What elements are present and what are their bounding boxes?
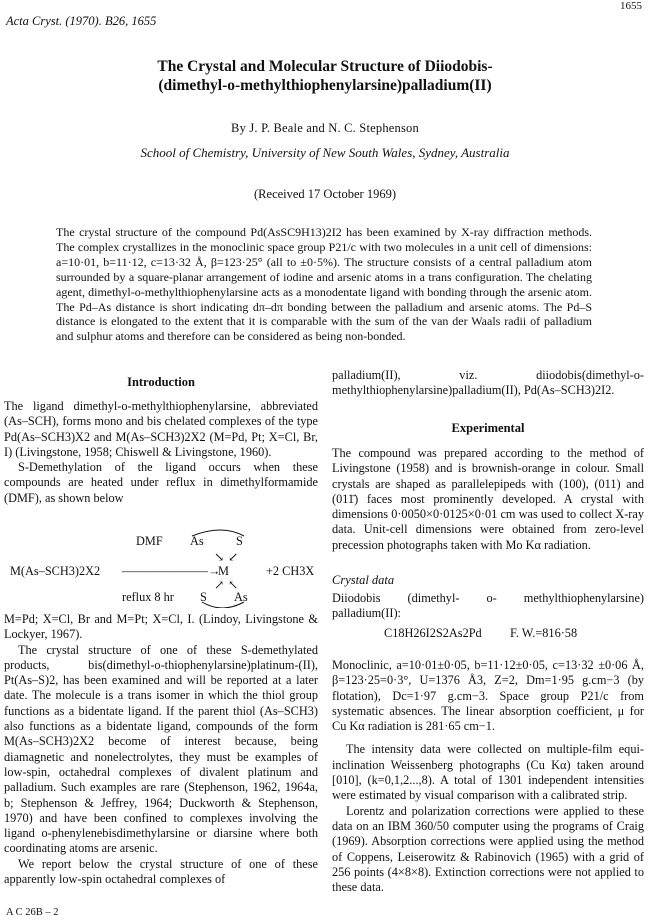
page-number: 1655: [620, 0, 642, 12]
crystal-data-intro: [332, 591, 644, 622]
experimental-paragraph-1: The compound was prepared according to the method of Livingstone (1958) and is brownish-orange in colour. Small crystals are shaped as parallelepipeds with (100), (011) and (011̄) faces most prominently developed. A crystal with dimensions 0·0050×0·0125×0·01 cm was used to collect X-ray data. Unit-cell dimensions were obtained from zero-level precession photographs taken with Mo Kα radiation.: [332, 446, 644, 552]
scheme-bond-bl: ↗: [214, 578, 225, 592]
intro-section-b: [4, 612, 318, 887]
authors: By J. P. Beale and N. C. Stephenson: [231, 121, 419, 135]
data-paragraph-1: The intensity data were collected on multiple-film equi-inclination Weissenberg photographs (Cu Kα) taken around [010], (k=0,1,2...,8). A total of 1301 independent intensities were estimated by visual comparison with a calibrated strip.: [332, 742, 644, 803]
scheme-bond-br: ↖: [228, 578, 239, 592]
abstract: The crystal structure of the compound Pd(AsSC9H13)2I2 has been examined by X-ray diffraction methods. The complex crystallizes in the monoclinic space group P21/c with two molecules in a unit cell of dimensions: a=10·01, b=11·12, c=13·32 Å, β=123·25° (all to ±0·5%). The structure consists of a central palladium atom surrounded by a square-planar arrangement of iodine and arsenic atoms in a trans configuration. The chelating agent, dimethyl-o-methylthiophenylarsine acts as a monodentate ligand with bonding through the arsenic atom. The Pd–As distance is short indicating dπ–dπ bonding between the palladium and arsenic atoms. The Pd–S distance is elongated to the extent that it is comparable with the sum of the van der Waals radii of palladium and sulphur atoms and therefore can be considered as being non-bonded.: [56, 225, 592, 344]
scheme-bond-tl: ↘: [214, 550, 225, 564]
scheme-ring-arc: [4, 528, 324, 608]
scheme-as-top: As: [190, 534, 204, 548]
crystal-data-paragraph-2: Monoclinic, a=10·01±0·05, b=11·12±0·05, c=13·32 ±0·06 Å, β=123·25=0·3°, U=1376 Å3, Z=2, Dm=1·95 g.cm−3 (by flotation), Dc=1·97 g.cm−3. Space group P21/c from systematic absences. The linear absorption coefficient, μ for Cu Kα radiation is 281·65 cm−1.: [332, 658, 644, 734]
experimental-heading: Experimental: [451, 421, 525, 435]
data-paragraph-2: Lorentz and polarization corrections were applied to these data on an IBM 360/50 computer using the programs of Craig (1969). Absorption corrections were applied using the method of Coppens, Leiserowitz & Rabinovich (1965) with a grid of 256 points (4×8×8). Extinction corrections were not applied to these data.: [332, 803, 644, 895]
scheme-top-label: DMF: [136, 534, 163, 548]
reaction-scheme: [4, 528, 324, 608]
scheme-bond-tr: ↙: [228, 550, 239, 564]
affiliation: School of Chemistry, University of New South Wales, Sydney, Australia: [140, 145, 510, 160]
journal-reference: Acta Cryst. (1970). B26, 1655: [6, 14, 157, 28]
scheme-s-bottom: S: [200, 590, 207, 604]
scheme-arrow: ———————→: [122, 564, 221, 578]
intro-paragraph-3: M=Pd; X=Cl, Br and M=Pt; X=Cl, I. (Lindoy, Livingstone & Lockyer, 1967).: [4, 612, 318, 642]
scheme-as-bottom: As: [234, 590, 248, 604]
intro-section-a: [4, 399, 318, 506]
scheme-product: +2 CH3X: [266, 564, 315, 578]
paper-title: [0, 57, 650, 95]
crystal-data-section: [332, 658, 644, 895]
intro-heading: Introduction: [127, 375, 195, 389]
crystal-data-heading: Crystal data: [332, 573, 395, 587]
right-paragraph-0: palladium(II), viz. diiodobis(dimethyl-o-methylthiophenylarsine)palladium(II), Pd(As–SCH3)2I2.: [332, 368, 644, 398]
intro-paragraph-4: The crystal structure of one of these S-demethylated products, bis(dimethyl-o-thiophenylarsine)platinum-(II), Pt(As–S)2, has been examined and will be reported at a later date. The molecule is a trans isomer in which the thiol group functions as a bidentate ligand. If the parent thiol (As–SCH3) also functions as a bidentate ligand, compounds of the form M(As–SCH3)2X2 become of interest because, being diamagnetic and nonelectrolytes, they must be examples of low-spin, octahedral complexes of divalent platinum and palladium. Such examples are rare (Stephenson, 1962, 1964a, b; Stephenson & Jeffrey, 1964; Duckworth & Stephenson, 1970) and have been confined to complexes involving the ligand o-phenylenebisdimethylarsine or diarsine where both coordinating atoms are arsenic.: [4, 642, 318, 856]
scheme-bottom-label: reflux 8 hr: [122, 590, 174, 604]
scheme-metal: M: [218, 564, 229, 578]
received-date: (Received 17 October 1969): [254, 187, 396, 201]
intro-paragraph-5: We report below the crystal structure of one of these apparently low-spin octahedral complexes of: [4, 856, 318, 887]
formula-weight: F. W.=816·58: [510, 626, 578, 640]
title-line-1: The Crystal and Molecular Structure of Diiodobis-: [157, 58, 493, 75]
scheme-reactant: M(As–SCH3)2X2: [10, 564, 101, 578]
title-line-2: (dimethyl-o-methylthiophenylarsine)palladium(II): [158, 77, 492, 94]
intro-paragraph-1: The ligand dimethyl-o-methylthiophenylarsine, abbreviated (As–SCH), forms mono and bis chelated complexes of the type Pd(As–SCH3)X2 and M(As–SCH3)2X2 (M=Pd, Pt; X=Cl, Br, I) (Livingstone, 1958; Chiswell & Livingstone, 1960).: [4, 399, 318, 459]
right-section-a: [332, 368, 644, 399]
intro-paragraph-2: S-Demethylation of the ligand occurs when these compounds are heated under reflux in dimethylformamide (DMF), as shown below: [4, 460, 318, 505]
experimental-section: [332, 446, 644, 553]
crystal-data-paragraph-1: Diiodobis (dimethyl- o- methylthiophenylarsine) palladium(II):: [332, 591, 644, 621]
scheme-s-top: S: [236, 534, 243, 548]
molecular-formula: C18H26I2S2As2Pd: [384, 626, 482, 640]
footer-signature: A C 26B – 2: [6, 907, 59, 918]
